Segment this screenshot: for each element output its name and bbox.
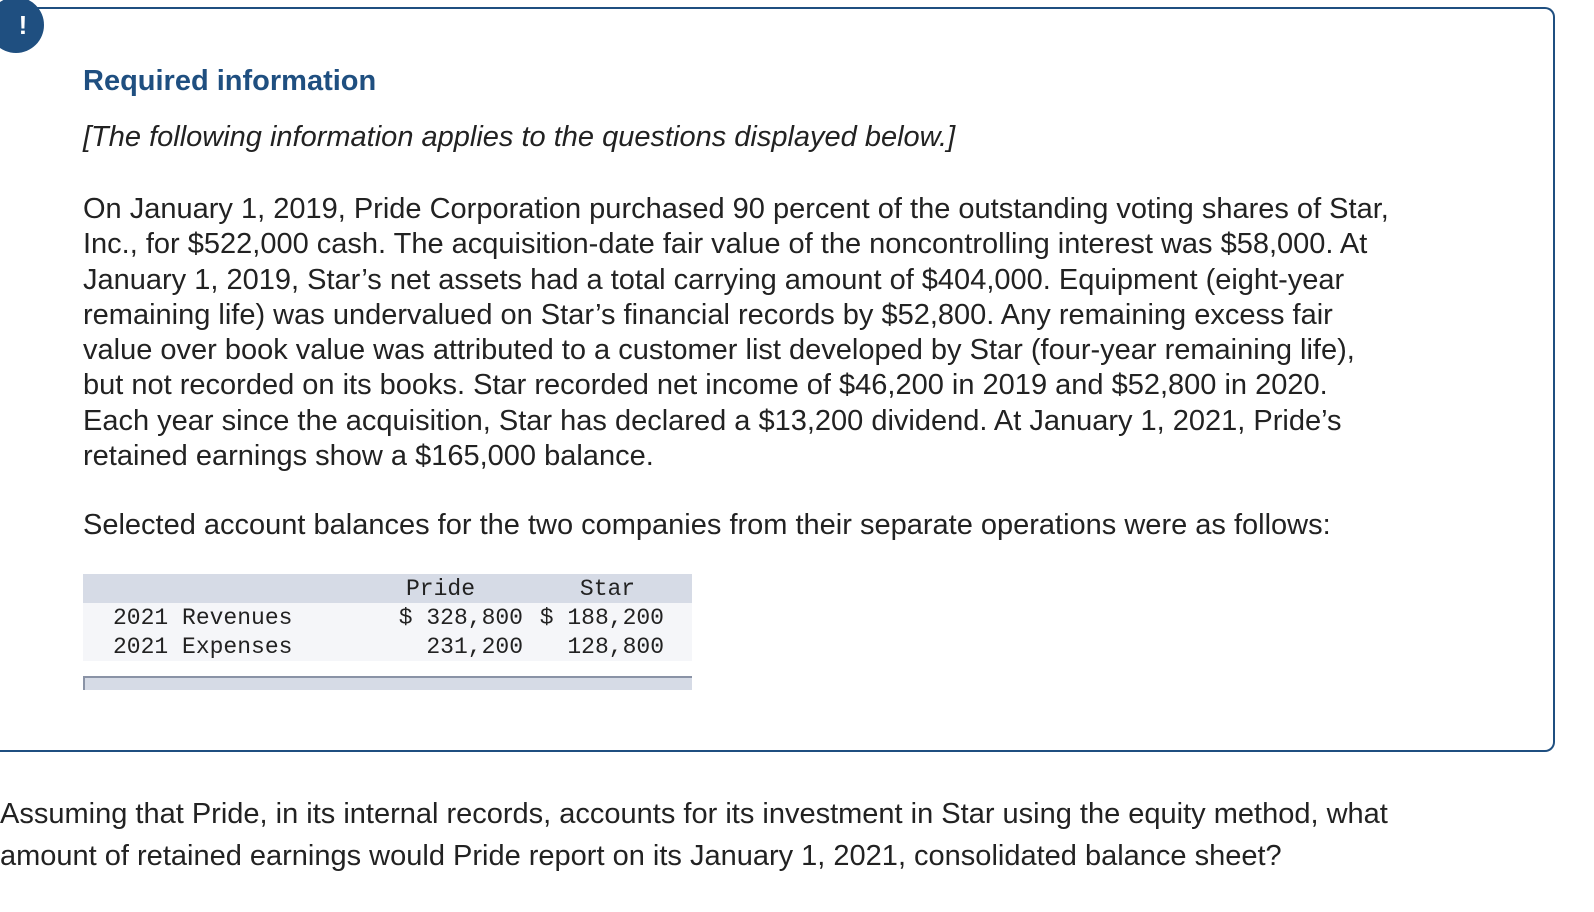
question-line: Assuming that Pride, in its internal records, accounts for its investment in Star using the equity method, what bbox=[0, 798, 1388, 830]
row-label: 2021 Expenses bbox=[83, 632, 358, 661]
selected-balances-intro: Selected account balances for the two companies from their separate operations were as follows: bbox=[83, 509, 1331, 541]
table-row bbox=[83, 632, 692, 661]
paragraph-line: retained earnings show a $165,000 balance. bbox=[83, 440, 654, 473]
pride-value: 231,200 bbox=[358, 632, 523, 661]
paragraph-line: but not recorded on its books. Star recorded net income of $46,200 in 2019 and $52,800 in 2020. bbox=[83, 369, 1328, 402]
row-label: 2021 Revenues bbox=[83, 603, 358, 632]
table-footer-bar bbox=[83, 676, 692, 690]
paragraph-line: Inc., for $522,000 cash. The acquisition-date fair value of the noncontrolling interest was $58,000. At bbox=[83, 228, 1368, 261]
question-text bbox=[0, 793, 1560, 877]
problem-paragraph bbox=[83, 192, 1503, 474]
account-balances-table bbox=[83, 574, 692, 661]
header-pride: Pride bbox=[358, 574, 523, 603]
applies-note: [The following information applies to the questions displayed below.] bbox=[83, 121, 956, 153]
paragraph-line: January 1, 2019, Star’s net assets had a total carrying amount of $404,000. Equipment (eight-year bbox=[83, 263, 1345, 296]
paragraph-line: value over book value was attributed to a customer list developed by Star (four-year remaining life), bbox=[83, 334, 1355, 367]
star-value: $ 188,200 bbox=[523, 603, 692, 632]
paragraph-line: Each year since the acquisition, Star has declared a $13,200 dividend. At January 1, 2021, Pride’s bbox=[83, 404, 1342, 437]
paragraph-line: remaining life) was undervalued on Star’s financial records by $52,800. Any remaining excess fair bbox=[83, 298, 1333, 331]
header-blank bbox=[83, 574, 358, 603]
exclamation-icon: ! bbox=[0, 0, 44, 53]
table-header-row bbox=[83, 574, 692, 603]
paragraph-line: On January 1, 2019, Pride Corporation purchased 90 percent of the outstanding voting shares of Star, bbox=[83, 193, 1389, 225]
header-star: Star bbox=[523, 574, 692, 603]
star-value: 128,800 bbox=[523, 632, 692, 661]
table-row bbox=[83, 603, 692, 632]
required-information-title: Required information bbox=[83, 65, 377, 97]
question-line: amount of retained earnings would Pride report on its January 1, 2021, consolidated balance sheet? bbox=[0, 840, 1282, 872]
pride-value: $ 328,800 bbox=[358, 603, 523, 632]
